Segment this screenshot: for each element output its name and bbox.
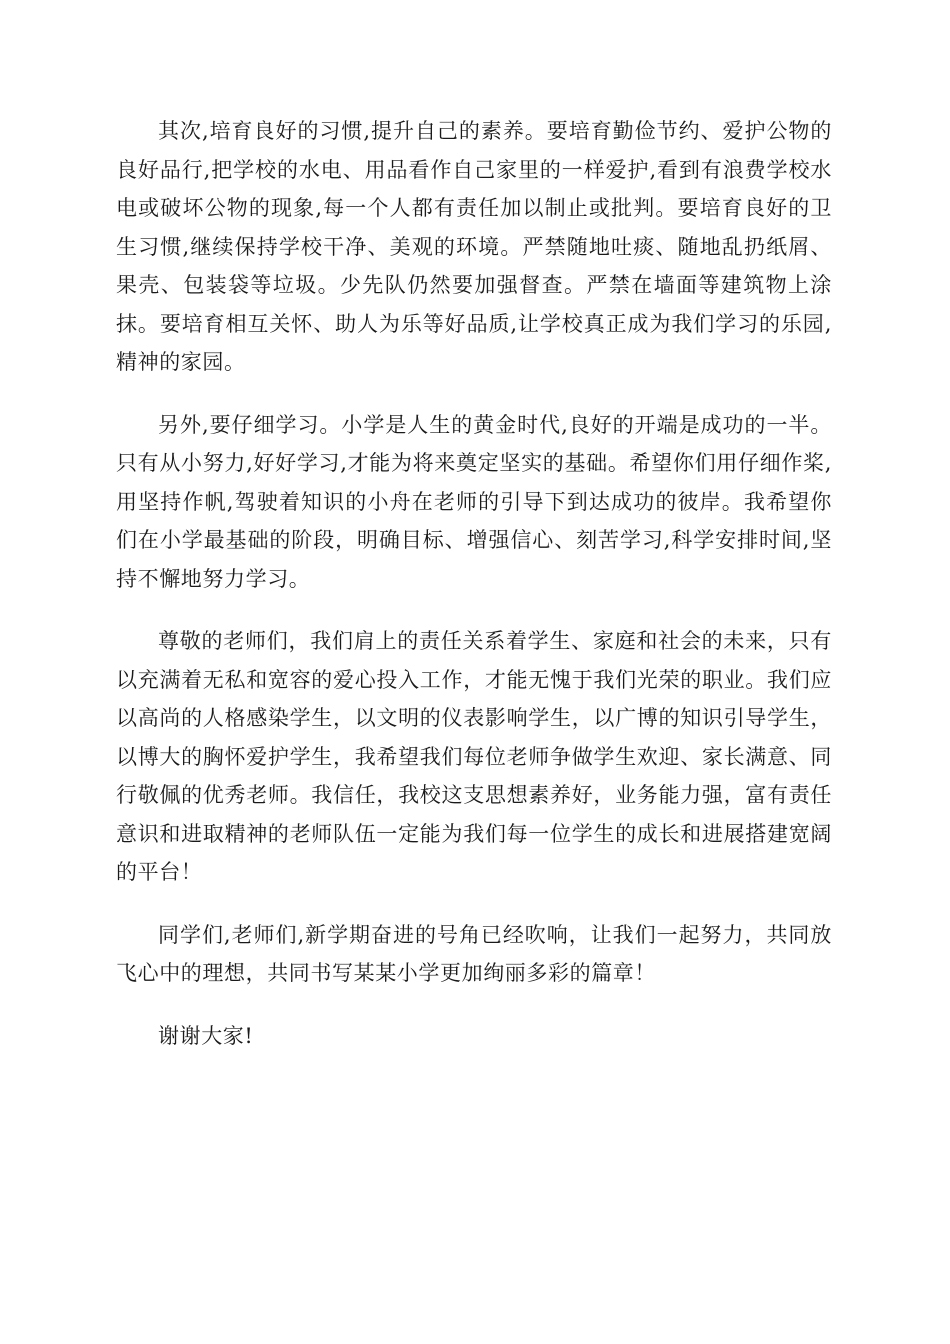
paragraph-thanks: 谢谢大家! [158,1023,254,1048]
paragraph-teachers: 尊敬的老师们，我们肩上的责任关系着学生、家庭和社会的未来，只有以充满着无私和宽容的爱心投入工作，才能无愧于我们光荣的职业。我们应以高尚的人格感染学生，以文明的仪表影响学生，以广博的知识引导学生，以博大的胸怀爱护学生，我希望我们每位老师争做学生欢迎、家长满意、同行敬佩的优秀老师。我信任，我校这支思想素养好，业务能力强，富有责任意识和进取精神的老师队伍一定能为我们每一位学生的成长和进展搭建宽阔的平台！ [116,629,832,884]
paragraph-habits: 其次,培育良好的习惯,提升自己的素养。要培育勤俭节约、爱护公物的良好品行,把学校的水电、用品看作自己家里的一样爱护,看到有浪费学校水电或破坏公物的现象,每一个人都有责任加以制止或批判。要培育良好的卫生习惯,继续保持学校干净、美观的环境。严禁随地吐痰、随地乱扔纸屑、果壳、包装袋等垃圾。少先队仍然要加强督查。严禁在墙面等建筑物上涂抹。要培育相互关怀、助人为乐等好品质,让学校真正成为我们学习的乐园,精神的家园。 [116,119,832,374]
paragraph-study: 另外,要仔细学习。小学是人生的黄金时代,良好的开端是成功的一半。只有从小努力,好好学习,才能为将来奠定坚实的基础。希望你们用仔细作桨,用坚持作帆,驾驶着知识的小舟在老师的引导下到达成功的彼岸。我希望你们在小学最基础的阶段，明确目标、增强信心、刻苦学习,科学安排时间,坚持不懈地努力学习。 [116,412,832,591]
paragraph-closing: 同学们,老师们,新学期奋进的号角已经吹响，让我们一起努力，共同放飞心中的理想，共同书写某某小学更加绚丽多彩的篇章！ [116,922,832,985]
